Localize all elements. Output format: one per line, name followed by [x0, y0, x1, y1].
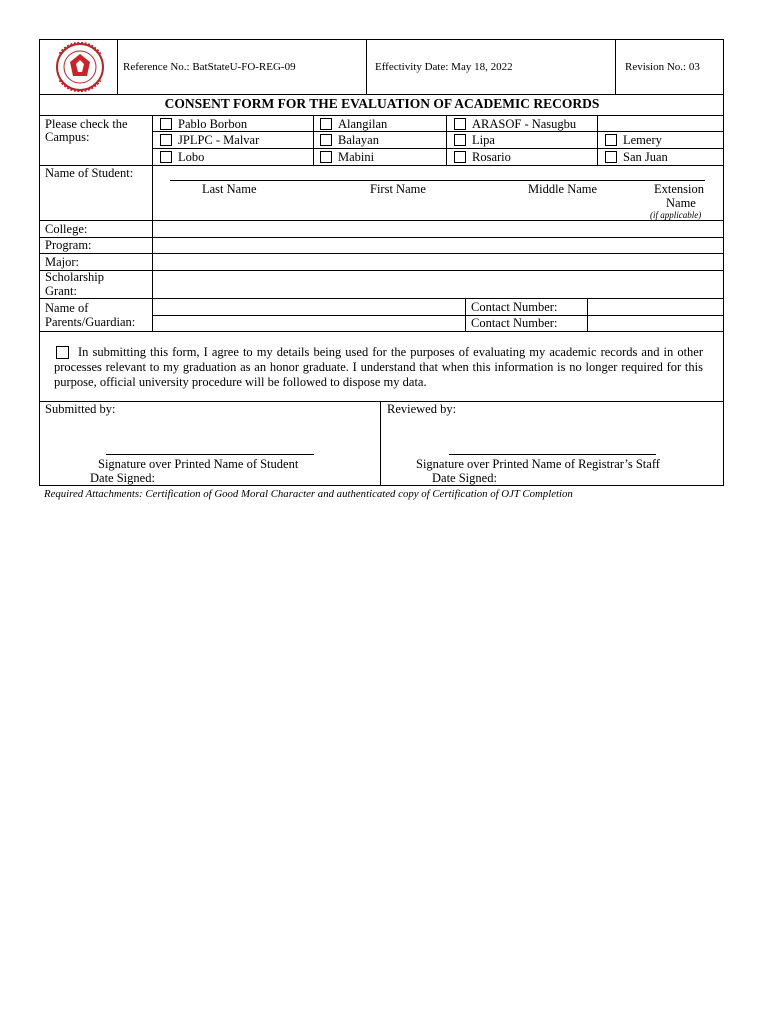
scholarship-label-line1: Scholarship: [45, 270, 105, 284]
staff-signature-field[interactable]: [449, 430, 656, 454]
student-name-input[interactable]: [170, 166, 705, 180]
first-name-caption: First Name: [370, 182, 426, 196]
campus-checkbox-lemery[interactable]: [605, 134, 617, 146]
consent-statement: In submitting this form, I agree to my details being used for the purposes of evaluating my academic records and in other processes relevant to my graduation as an honor graduate. I understand that when this information is no longer required for this purpose, official university procedure will be followed to dispose my data.: [54, 345, 703, 389]
required-attachments-note: Required Attachments: Certification of Good Moral Character and authenticated copy of Certification of OJT Completion: [44, 488, 573, 500]
campus-checkbox-lobo[interactable]: [160, 151, 172, 163]
college-label: College:: [45, 222, 88, 236]
contact-number-input-1[interactable]: [588, 299, 723, 314]
middle-name-caption: Middle Name: [528, 182, 598, 196]
campus-checkbox-rosario[interactable]: [454, 151, 466, 163]
campus-option-jplpc-malvar: JPLPC - Malvar: [178, 133, 260, 147]
campus-option-alangilan: Alangilan: [338, 117, 388, 131]
college-input[interactable]: [153, 221, 723, 236]
campus-label-line2: Campus:: [45, 130, 90, 144]
campus-checkbox-mabini[interactable]: [320, 151, 332, 163]
staff-date-signed-label: Date Signed:: [432, 471, 497, 485]
parent-name-input-1[interactable]: [153, 299, 464, 314]
campus-checkbox-pablo-borbon[interactable]: [160, 118, 172, 130]
major-label: Major:: [45, 255, 80, 269]
campus-checkbox-arasof-nasugbu[interactable]: [454, 118, 466, 130]
campus-checkbox-lipa[interactable]: [454, 134, 466, 146]
campus-option-pablo-borbon: Pablo Borbon: [178, 117, 248, 131]
parents-label-line2: Parents/Guardian:: [45, 315, 136, 329]
reviewed-by-label: Reviewed by:: [387, 402, 457, 416]
contact-number-input-2[interactable]: [588, 316, 723, 330]
parents-label-line1: Name of: [45, 301, 89, 315]
campus-option-san-juan: San Juan: [623, 150, 668, 164]
parent-name-input-2[interactable]: [153, 316, 464, 330]
campus-option-lobo: Lobo: [178, 150, 205, 164]
contact-number-label-1: Contact Number:: [471, 300, 558, 314]
contact-number-label-2: Contact Number:: [471, 316, 558, 330]
effectivity-date: Effectivity Date: May 18, 2022: [375, 61, 513, 73]
extension-name-caption-line1: Extension: [654, 182, 704, 196]
campus-checkbox-san-juan[interactable]: [605, 151, 617, 163]
student-signature-caption: Signature over Printed Name of Student: [98, 457, 299, 471]
campus-checkbox-alangilan[interactable]: [320, 118, 332, 130]
campus-option-lipa: Lipa: [472, 133, 495, 147]
form-title: CONSENT FORM FOR THE EVALUATION OF ACADEMIC RECORDS: [164, 96, 600, 111]
campus-option-arasof-nasugbu: ARASOF - Nasugbu: [472, 117, 577, 131]
campus-label-line1: Please check the: [45, 117, 128, 131]
student-name-label: Name of Student:: [45, 166, 134, 180]
reference-number: Reference No.: BatStateU-FO-REG-09: [123, 61, 296, 73]
scholarship-label-line2: Grant:: [45, 284, 77, 298]
campus-checkbox-balayan[interactable]: [320, 134, 332, 146]
campus-option-mabini: Mabini: [338, 150, 375, 164]
submitted-by-label: Submitted by:: [45, 402, 116, 416]
scholarship-input[interactable]: [153, 271, 723, 297]
extension-name-caption-line2: Name: [666, 196, 696, 210]
campus-option-lemery: Lemery: [623, 133, 662, 147]
program-input[interactable]: [153, 238, 723, 253]
student-date-signed-label: Date Signed:: [90, 471, 155, 485]
campus-checkbox-jplpc-malvar[interactable]: [160, 134, 172, 146]
major-input[interactable]: [153, 254, 723, 269]
last-name-caption: Last Name: [202, 182, 257, 196]
campus-option-rosario: Rosario: [472, 150, 511, 164]
campus-option-balayan: Balayan: [338, 133, 379, 147]
staff-signature-caption: Signature over Printed Name of Registrar’s Staff: [416, 457, 660, 471]
university-seal-icon: [46, 42, 114, 92]
revision-number: Revision No.: 03: [625, 61, 700, 73]
student-signature-field[interactable]: [106, 430, 314, 454]
if-applicable-note: (if applicable): [650, 210, 702, 220]
program-label: Program:: [45, 238, 92, 252]
